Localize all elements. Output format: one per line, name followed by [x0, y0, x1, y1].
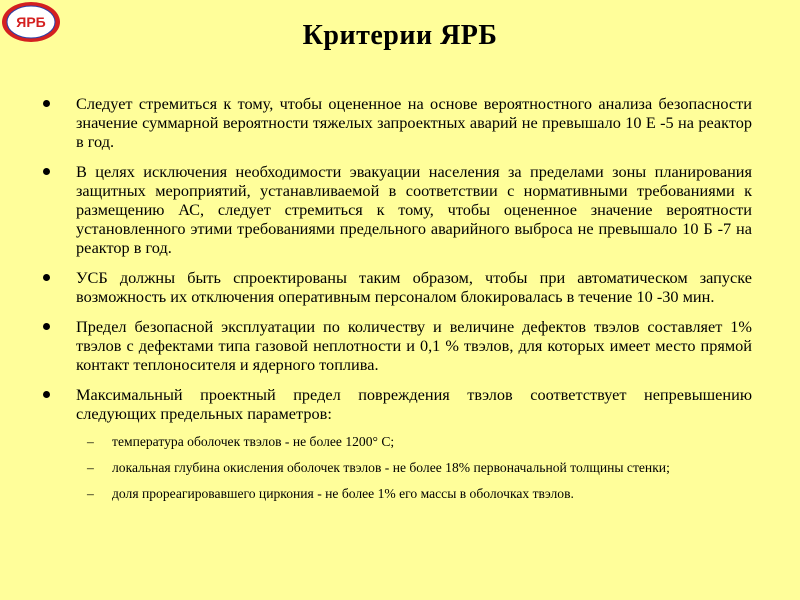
sub-list-item — [40, 486, 752, 502]
dash-marker: – — [87, 434, 94, 449]
list-item — [40, 94, 752, 151]
page-title: Критерии ЯРБ — [302, 20, 498, 51]
criteria-list — [40, 94, 752, 512]
dash-marker: – — [87, 486, 94, 501]
list-item-text: Предел безопасной эксплуатации по количеству и величине дефектов твэлов составляет 1% твэлов с дефектами типа газовой неплотности и 0,1 % твэлов, для которых имеет место прямой контакт теплоносителя и ядерного топлива. — [76, 317, 752, 374]
sub-list-item — [40, 460, 752, 476]
sub-list-item — [40, 434, 752, 450]
list-item — [40, 268, 752, 306]
sub-list-item-text: локальная глубина окисления оболочек твэлов - не более 18% первоначальной толщины стенки; — [112, 460, 670, 475]
list-item — [40, 317, 752, 374]
bullet-icon — [43, 100, 50, 107]
logo-text: ЯРБ — [16, 14, 46, 30]
list-item-text: В целях исключения необходимости эвакуации населения за пределами зоны планирования защитных мероприятий, устанавливаемой в соответствии с нормативными требованиями к размещению АС, следует стремиться к тому, чтобы оцененное значение вероятности установленного этими требованиями предельного аварийного выброса не превышало 10 Б -7 на реактор в год. — [76, 162, 752, 257]
sub-list-item-text: доля прореагировавшего циркония - не более 1% его массы в оболочках твэлов. — [112, 486, 574, 501]
list-item — [40, 385, 752, 423]
sub-list-item-text: температура оболочек твэлов - не более 1200° С; — [112, 434, 395, 449]
list-item-text: УСБ должны быть спроектированы таким образом, чтобы при автоматическом запуске возможность их отключения оперативным персоналом блокировалась в течение 10 -30 мин. — [76, 268, 752, 306]
bullet-icon — [43, 168, 50, 175]
bullet-icon — [43, 323, 50, 330]
dash-marker: – — [87, 460, 94, 475]
bullet-icon — [43, 274, 50, 281]
list-item-text: Следует стремиться к тому, чтобы оцененное на основе вероятностного анализа безопасности значение суммарной вероятности тяжелых запроектных аварий не превышало 10 Е -5 на реактор в год. — [76, 94, 752, 151]
bullet-icon — [43, 391, 50, 398]
list-item — [40, 162, 752, 257]
list-item-text: Максимальный проектный предел повреждения твэлов соответствует непревышению следующих предельных параметров: — [76, 385, 752, 423]
sub-list — [40, 434, 752, 502]
